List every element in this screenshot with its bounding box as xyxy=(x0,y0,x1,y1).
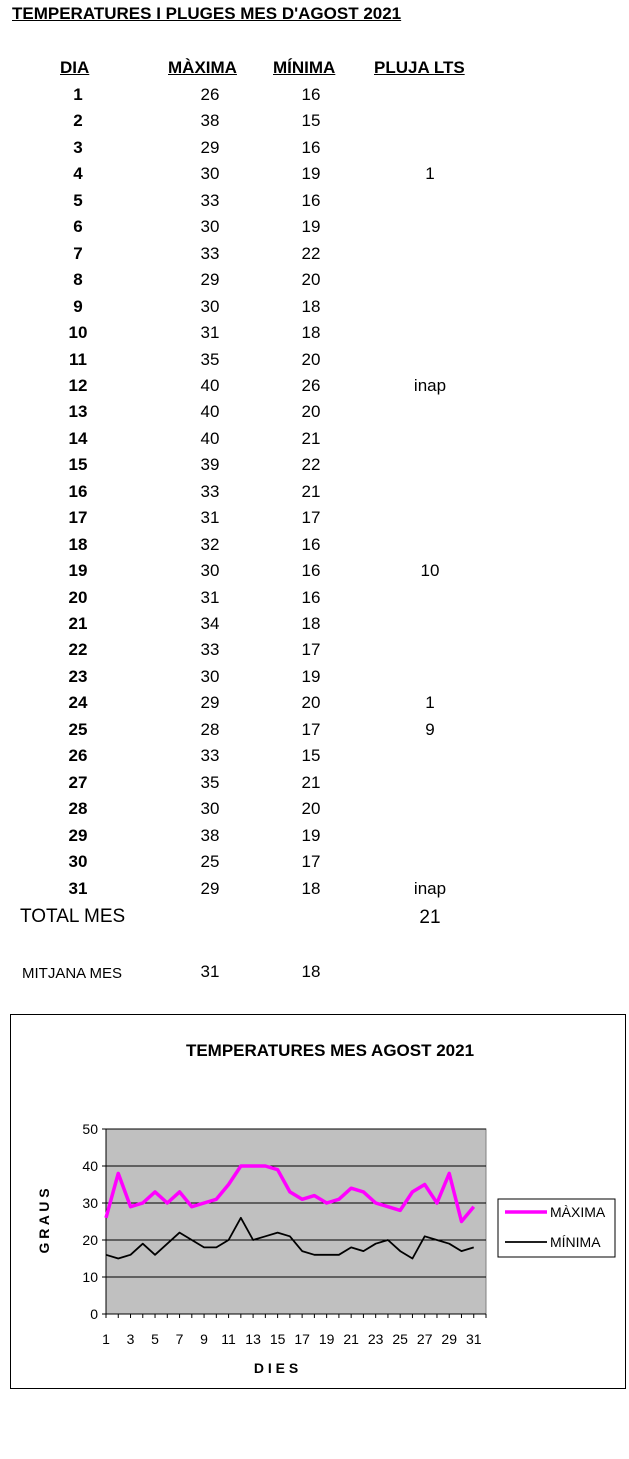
cell-max: 35 xyxy=(200,349,220,369)
cell-day: 17 xyxy=(68,508,88,528)
cell-rain: 10 xyxy=(420,561,440,581)
cell-day: 14 xyxy=(68,428,88,448)
cell-min: 16 xyxy=(301,190,321,210)
cell-day: 11 xyxy=(69,349,87,369)
cell-rain xyxy=(390,267,470,293)
cell-day: 6 xyxy=(73,217,83,237)
cell-day: 16 xyxy=(68,481,88,501)
cell-day: 8 xyxy=(73,270,83,290)
cell-rain xyxy=(390,770,470,796)
cell-max: 39 xyxy=(200,455,220,475)
cell-min: 18 xyxy=(301,614,321,633)
y-axis-label: G R A U S xyxy=(36,1188,52,1254)
average-min: 18 xyxy=(301,962,321,981)
cell-min: 20 xyxy=(301,270,321,290)
cell-min: 21 xyxy=(301,772,321,792)
cell-max: 31 xyxy=(200,587,220,607)
x-tick-label: 17 xyxy=(294,1331,310,1347)
x-tick-label: 3 xyxy=(126,1331,135,1347)
cell-max: 34 xyxy=(200,614,220,633)
x-tick-label: 13 xyxy=(245,1331,261,1347)
plot-area xyxy=(106,1129,486,1314)
cell-day: 26 xyxy=(68,746,88,766)
page-title: TEMPERATURES I PLUGES MES D'AGOST 2021 xyxy=(12,4,402,23)
cell-day: 29 xyxy=(68,825,88,845)
cell-rain: 9 xyxy=(425,719,435,739)
cell-day: 22 xyxy=(68,640,88,660)
chart-title: TEMPERATURES MES AGOST 2021 xyxy=(185,1041,475,1060)
cell-rain xyxy=(390,849,470,875)
cell-rain xyxy=(390,320,470,346)
cell-min: 16 xyxy=(301,137,321,157)
cell-day: 30 xyxy=(68,852,88,872)
cell-rain: inap xyxy=(413,878,447,898)
cell-min: 20 xyxy=(301,402,321,422)
cell-rain xyxy=(390,347,470,373)
cell-day: 7 xyxy=(73,243,83,263)
x-tick-label: 25 xyxy=(392,1331,408,1347)
cell-max: 33 xyxy=(200,190,220,210)
cell-rain xyxy=(390,585,470,611)
y-tick-label: 30 xyxy=(82,1195,98,1211)
y-tick-label: 40 xyxy=(82,1158,98,1174)
cell-max: 30 xyxy=(200,164,220,184)
cell-rain xyxy=(390,452,470,478)
cell-max: 40 xyxy=(200,402,220,422)
x-tick-label: 11 xyxy=(221,1331,236,1347)
cell-min: 16 xyxy=(301,587,321,607)
x-tick-label: 9 xyxy=(200,1331,208,1347)
cell-min: 20 xyxy=(301,693,321,713)
y-tick-label: 20 xyxy=(82,1232,98,1248)
cell-max: 40 xyxy=(200,428,220,448)
cell-max: 29 xyxy=(200,693,220,713)
cell-min: 17 xyxy=(301,508,321,528)
cell-day: 21 xyxy=(68,614,88,633)
cell-max: 30 xyxy=(200,666,220,686)
cell-min: 21 xyxy=(301,428,321,448)
cell-day: 3 xyxy=(73,137,83,157)
cell-max: 33 xyxy=(200,640,220,660)
cell-min: 22 xyxy=(301,243,321,263)
x-tick-label: 21 xyxy=(343,1331,359,1347)
cell-day: 20 xyxy=(68,587,88,607)
cell-max: 25 xyxy=(200,852,220,872)
x-tick-label: 23 xyxy=(367,1331,384,1347)
cell-rain xyxy=(390,637,470,663)
y-tick-label: 50 xyxy=(82,1121,98,1137)
cell-max: 26 xyxy=(200,85,220,104)
cell-day: 23 xyxy=(68,666,88,686)
cell-min: 22 xyxy=(301,455,321,475)
cell-rain xyxy=(390,796,470,822)
cell-max: 33 xyxy=(200,746,220,766)
cell-day: 12 xyxy=(68,375,88,395)
cell-day: 28 xyxy=(68,799,88,819)
cell-max: 30 xyxy=(200,799,220,819)
cell-rain xyxy=(390,426,470,452)
cell-day: 25 xyxy=(68,719,88,739)
x-tick-label: 1 xyxy=(102,1331,110,1347)
x-tick-label: 15 xyxy=(269,1331,286,1347)
cell-rain xyxy=(390,664,470,690)
y-tick-label: 0 xyxy=(90,1306,98,1322)
cell-max: 30 xyxy=(200,296,220,316)
temperature-chart xyxy=(11,1015,625,1388)
cell-day: 2 xyxy=(73,111,83,131)
cell-max: 33 xyxy=(200,243,220,263)
total-label: TOTAL MES xyxy=(20,906,126,927)
cell-min: 17 xyxy=(301,852,321,872)
cell-max: 35 xyxy=(200,772,220,792)
cell-rain xyxy=(390,399,470,425)
cell-min: 15 xyxy=(301,746,321,766)
average-label: MITJANA MES xyxy=(22,965,123,982)
cell-day: 18 xyxy=(68,534,88,554)
x-tick-label: 29 xyxy=(441,1331,458,1347)
cell-rain xyxy=(390,214,470,240)
x-tick-label: 27 xyxy=(416,1331,433,1347)
cell-min: 20 xyxy=(301,349,321,369)
cell-rain xyxy=(390,823,470,849)
legend-label: MÍNIMA xyxy=(550,1234,601,1250)
average-max: 31 xyxy=(200,962,220,981)
x-tick-label: 5 xyxy=(151,1331,159,1347)
cell-min: 18 xyxy=(301,296,321,316)
cell-day: 31 xyxy=(68,878,88,898)
cell-max: 29 xyxy=(200,878,220,898)
cell-rain: inap xyxy=(413,375,447,395)
cell-max: 38 xyxy=(200,111,220,131)
cell-rain xyxy=(390,532,470,558)
cell-day: 9 xyxy=(73,296,83,316)
cell-max: 38 xyxy=(200,825,220,845)
cell-day: 27 xyxy=(68,772,88,792)
cell-rain xyxy=(390,135,470,161)
cell-max: 32 xyxy=(200,534,220,554)
legend-label: MÀXIMA xyxy=(550,1204,606,1220)
chart-frame xyxy=(10,1014,626,1389)
cell-rain: 1 xyxy=(425,693,435,713)
total-rain: 21 xyxy=(419,907,441,928)
cell-max: 31 xyxy=(200,323,220,343)
header-rain: PLUJA LTS xyxy=(374,58,465,77)
cell-min: 16 xyxy=(301,534,321,554)
cell-min: 18 xyxy=(301,878,321,898)
cell-max: 31 xyxy=(200,508,220,528)
x-tick-label: 31 xyxy=(465,1331,482,1347)
cell-max: 30 xyxy=(200,217,220,237)
cell-min: 16 xyxy=(301,561,321,581)
cell-max: 33 xyxy=(200,481,220,501)
cell-rain: 1 xyxy=(425,164,435,184)
cell-min: 18 xyxy=(301,323,321,343)
cell-day: 5 xyxy=(73,190,83,210)
header-day: DIA xyxy=(60,58,90,77)
cell-min: 20 xyxy=(301,799,321,819)
cell-max: 29 xyxy=(200,137,220,157)
x-axis-label: D I E S xyxy=(253,1360,299,1376)
cell-rain xyxy=(390,479,470,505)
cell-min: 17 xyxy=(301,719,321,739)
cell-min: 19 xyxy=(301,217,321,237)
cell-day: 15 xyxy=(68,455,88,475)
cell-min: 17 xyxy=(301,640,321,660)
cell-min: 19 xyxy=(301,666,321,686)
x-tick-label: 19 xyxy=(318,1331,335,1347)
cell-day: 13 xyxy=(68,402,88,422)
cell-rain xyxy=(390,611,470,637)
y-tick-label: 10 xyxy=(82,1269,98,1285)
x-tick-label: 7 xyxy=(175,1331,184,1347)
cell-min: 16 xyxy=(301,85,321,104)
cell-min: 19 xyxy=(301,164,321,184)
cell-max: 28 xyxy=(200,719,220,739)
cell-rain xyxy=(390,82,470,108)
cell-rain xyxy=(390,108,470,134)
cell-rain xyxy=(390,188,470,214)
header-min: MÍNIMA xyxy=(273,58,336,77)
header-max: MÀXIMA xyxy=(168,58,237,77)
cell-rain xyxy=(390,241,470,267)
cell-day: 19 xyxy=(68,561,88,581)
cell-rain xyxy=(390,294,470,320)
cell-day: 4 xyxy=(73,164,83,184)
cell-max: 29 xyxy=(200,270,220,290)
cell-max: 40 xyxy=(200,375,220,395)
cell-min: 15 xyxy=(301,111,321,131)
cell-max: 30 xyxy=(200,561,220,581)
cell-day: 24 xyxy=(68,693,88,713)
cell-day: 1 xyxy=(73,85,83,104)
cell-rain xyxy=(390,743,470,769)
cell-min: 21 xyxy=(301,481,321,501)
cell-min: 19 xyxy=(301,825,321,845)
cell-rain xyxy=(390,505,470,531)
cell-min: 26 xyxy=(301,375,321,395)
cell-day: 10 xyxy=(68,323,88,343)
